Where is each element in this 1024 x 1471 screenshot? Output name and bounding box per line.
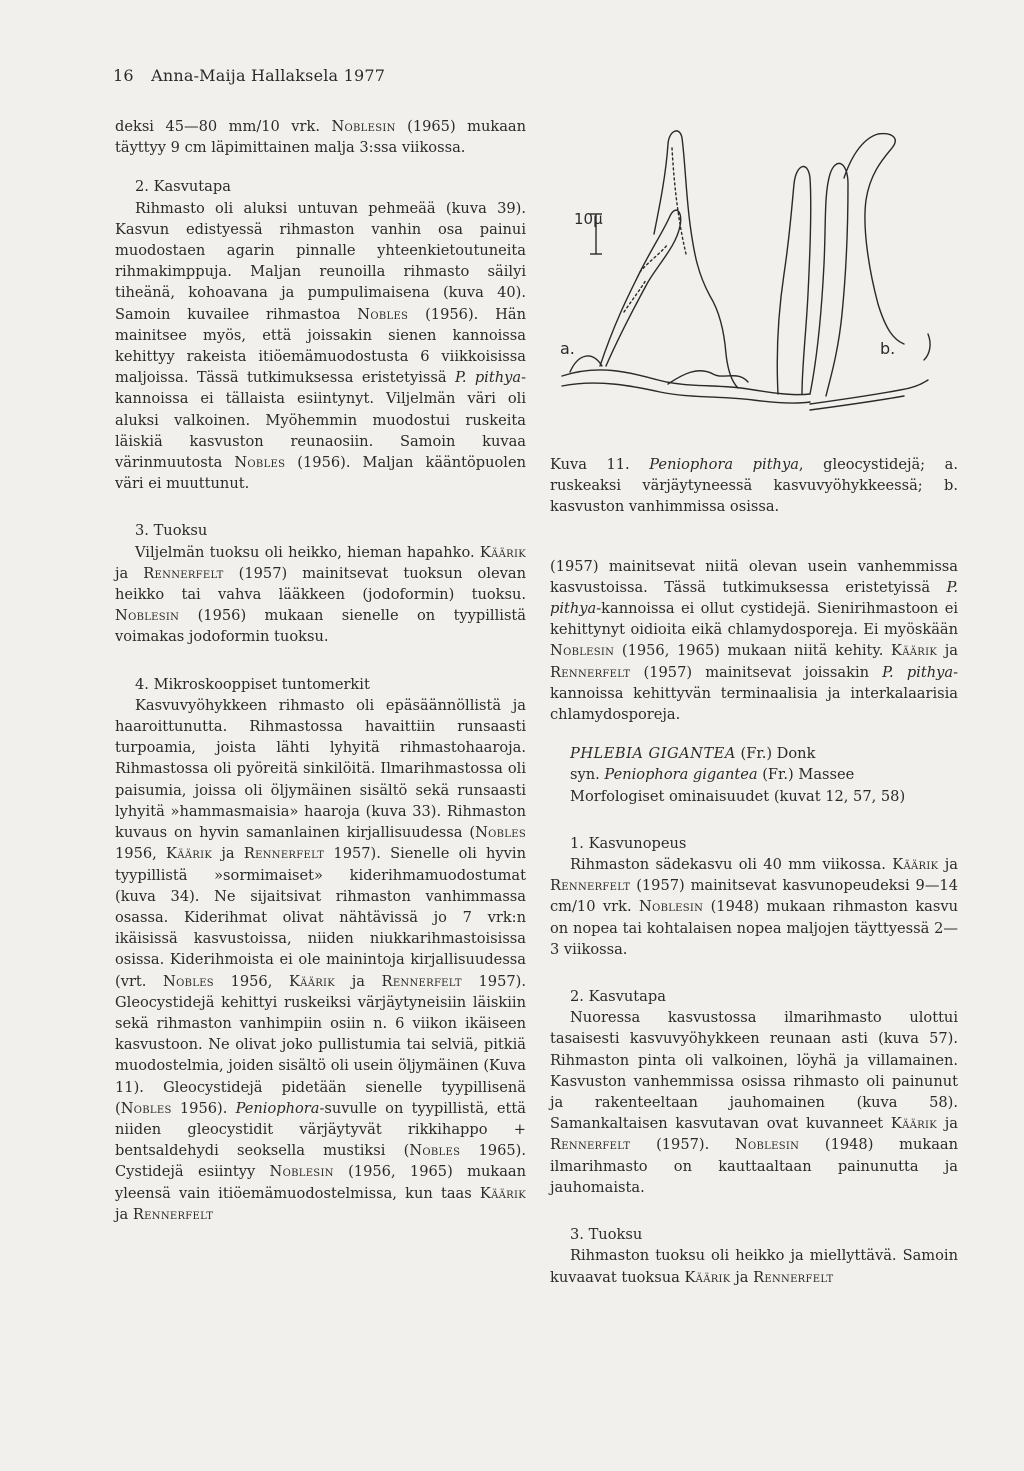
- page-number: 16: [113, 66, 134, 85]
- section-heading-kasvunopeus: 1. Kasvunopeus: [570, 834, 687, 852]
- page-header: [113, 66, 385, 85]
- section-heading-tuoksu-2: 3. Tuoksu: [570, 1226, 643, 1244]
- paragraph-kasvutapa: Rihmasto oli aluksi untuvan pehmeää (kuva 39). Kasvun edistyessä rihmaston vanhin osa painui muodostaen agarin pinnalle yhteenkietoutuneita rihmakimppuja. Maljan reunoilla rihmasto säilyi tiheänä, kohoavana ja pumpulimaisena (kuva 40). Samoin kuvailee rihmastoa Nobles (1956). Hän mainitsee myös, että joissakin sienen kannoissa kehittyy rakeista itiöemämuodostusta 6 viikkoisissa maljoissa. Tässä tutkimuksessa eristetyissä P. pithya-kannoissa ei tällaista esiintynyt. Viljelmän väri oli aluksi valkoinen. Myöhemmin muodostui ruskeita läiskiä kasvuston reunaosiin. Samoin kuvaa värinmuutosta Nobles (1956). Maljan kääntöpuolen väri ei muuttunut.: [115, 199, 526, 493]
- figure-caption: Kuva 11. Peniophora pithya, gleocystidejä; a. ruskeaksi värjäytyneessä kasvuvyöhykkeessä; b. kasvuston vanhimmissa osissa.: [550, 456, 958, 516]
- figure-gleocystidia: [548, 104, 960, 434]
- section-heading-tuoksu: 3. Tuoksu: [135, 522, 208, 540]
- species-synonym: syn. Peniophora gigantea (Fr.) Massee: [570, 766, 855, 784]
- paragraph-kasvunopeus: Rihmaston sädekasvu oli 40 mm viikossa. Käärik ja Rennerfelt (1957) mainitsevat kasvunopeudeksi 9—14 cm/10 vrk. Noblesin (1948) mukaan rihmaston kasvu on nopea tai kohtalaisen nopea maljojen täyttyessä 2—3 viikossa.: [550, 856, 959, 958]
- figure-label-b: b.: [880, 339, 896, 358]
- morphology-heading: Morfologiset ominaisuudet (kuvat 12, 57, 58): [570, 787, 906, 805]
- right-column: [550, 454, 958, 1288]
- paragraph-tuoksu: Viljelmän tuoksu oli heikko, hieman hapahko. Käärik ja Rennerfelt (1957) mainitsevat tuoksun olevan heikko tai vahva lääkkeen (jodoformin) tuoksu. Noblesin (1956) mukaan sienelle on tyypillistä voimakas jodoformin tuoksu.: [115, 543, 526, 646]
- running-title: Anna-Maija Hallaksela 1977: [151, 66, 386, 85]
- scale-label: 10µ: [574, 210, 603, 228]
- paragraph-kasvutapa-2: Nuoressa kasvustossa ilmarihmasto ulottui tasaisesti kasvuvyöhykkeen reunaan asti (kuva 57). Rihmaston pinta oli valkoinen, löyhä ja villamainen. Kasvuston vanhemmissa osissa rihmasto oli painunut ja rakenteeltaan jauhomainen (kuva 58). Samankaltaisen kasvutavan ovat kuvanneet Käärik ja Rennerfelt (1957). Noblesin (1948) mukaan ilmarihmasto on kauttaaltaan painunutta ja jauhomaista.: [550, 1009, 958, 1196]
- section-heading-mikroskooppiset: 4. Mikroskooppiset tuntomerkit: [135, 675, 370, 693]
- section-heading-kasvutapa: 2. Kasvutapa: [135, 178, 231, 196]
- paragraph-growth-end: deksi 45—80 mm/10 vrk. Noblesin (1965) mukaan täyttyy 9 cm läpimittainen malja 3:ssa viikossa.: [115, 118, 526, 157]
- paragraph-tuoksu-2: Rihmaston tuoksu oli heikko ja miellyttävä. Samoin kuvaavat tuoksua Käärik ja Rennerfelt: [550, 1247, 958, 1286]
- species-title: PHLEBIA GIGANTEA (Fr.) Donk: [570, 745, 816, 763]
- left-column: [115, 116, 526, 1225]
- paragraph-cystidia-cont: (1957) mainitsevat niitä olevan usein vanhemmissa kasvustoissa. Tässä tutkimuksessa eristetyissä P. pithya-kannoissa ei ollut cystidejä. Sienirihmastoon ei kehittynyt oidioita eikä chlamydosporeja. Ei myöskään Noblesin (1956, 1965) mukaan niitä kehity. Käärik ja Rennerfelt (1957) mainitsevat joissakin P. pithya-kannoissa kehittyvän terminaalisia ja interkalaarisia chlamydosporeja.: [550, 557, 958, 724]
- paragraph-mikroskooppiset: Kasvuvyöhykkeen rihmasto oli epäsäännöllistä ja haaroittunutta. Rihmastossa havaittiin runsaasti turpoamia, joista lähti lyhyitä rihmastohaaroja. Rihmastossa oli pyöreitä sinkilöitä. Ilmarihmastossa oli paisumia, joissa oli öljymäinen sisältö sekä runsaasti lyhyitä »hammasmaisia» haaroja (kuva 33). Rihmaston kuvaus on hyvin samanlainen kirjallisuudessa (Nobles 1956, Käärik ja Rennerfelt 1957). Sienelle oli hyvin tyypillistä »sormimaiset» kiderihmamuodostumat (kuva 34). Ne sijaitsivat rihmaston vanhimmassa osassa. Kiderihmat olivat nähtävissä jo 7 vrk:n ikäisissä kasvustoissa, niiden niukkarihmastoisissa osissa. Kiderihmoista ei ole mainintoja kirjallisuudessa (vrt. Nobles 1956, Käärik ja Rennerfelt 1957). Gleocystidejä kehittyi ruskeiksi värjäytyneisiin läiskiin sekä rihmaston vanhimpiin osiin n. 6 viikon ikäiseen kasvustoon. Ne olivat joko pullistumia tai selviä, pitkiä muodostelmia, joiden sisältö oli usein öljymäinen (Kuva 11). Gleocystidejä pidetään sienelle tyypillisenä (Nobles 1956). Peniophora-suvulle on tyypillistä, että niiden gleocystidit värjäytyvät rikkihappo + bentsaldehydi seoksella mustiksi (Nobles 1965). Cystidejä esiintyy Noblesin (1956, 1965) mukaan yleensä vain itiöemämuodostelmissa, kun taas Käärik ja Rennerfelt: [115, 696, 526, 1223]
- section-heading-kasvutapa-2: 2. Kasvutapa: [570, 988, 666, 1006]
- gleocystidia-drawing: [548, 104, 960, 434]
- figure-label-a: a.: [560, 339, 575, 358]
